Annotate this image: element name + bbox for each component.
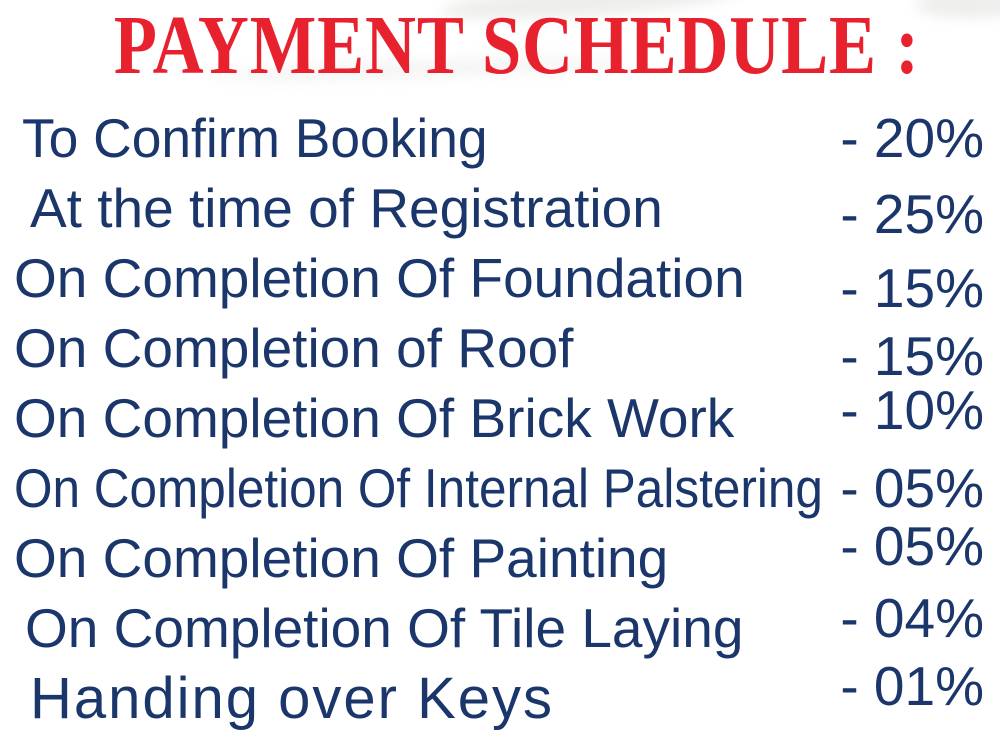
milestone-label: On Completion Of Foundation bbox=[14, 247, 745, 309]
percent-value: - 05% bbox=[840, 515, 984, 577]
schedule-row bbox=[0, 655, 1000, 733]
scan-smudge bbox=[915, 0, 1000, 18]
milestone-label: On Completion Of Brick Work bbox=[14, 387, 735, 449]
payment-schedule-list bbox=[0, 103, 1000, 733]
percent-value: - 25% bbox=[840, 183, 984, 245]
percent-value: - 10% bbox=[840, 379, 984, 441]
schedule-row bbox=[0, 515, 1000, 593]
milestone-label: At the time of Registration bbox=[30, 177, 663, 239]
schedule-row bbox=[0, 453, 1000, 523]
page-title: PAYMENT SCHEDULE : bbox=[113, 0, 920, 92]
milestone-label: Handing over Keys bbox=[30, 665, 555, 731]
schedule-row bbox=[0, 103, 1000, 173]
percent-value: - 01% bbox=[840, 655, 984, 717]
percent-value: - 15% bbox=[840, 325, 984, 387]
percent-value: - 15% bbox=[840, 257, 984, 319]
schedule-row bbox=[0, 587, 1000, 663]
percent-value: - 04% bbox=[840, 587, 984, 649]
schedule-row bbox=[0, 243, 1000, 319]
percent-value: - 05% bbox=[840, 457, 984, 519]
milestone-label: On Completion Of Tile Laying bbox=[25, 597, 744, 659]
milestone-label: To Confirm Booking bbox=[22, 107, 488, 169]
schedule-row bbox=[0, 313, 1000, 387]
milestone-label: On Completion Of Internal Palstering bbox=[14, 457, 823, 519]
milestone-label: On Completion of Roof bbox=[14, 317, 574, 379]
schedule-row bbox=[0, 173, 1000, 243]
percent-value: - 20% bbox=[840, 107, 984, 169]
milestone-label: On Completion Of Painting bbox=[14, 527, 669, 589]
schedule-row bbox=[0, 379, 1000, 453]
